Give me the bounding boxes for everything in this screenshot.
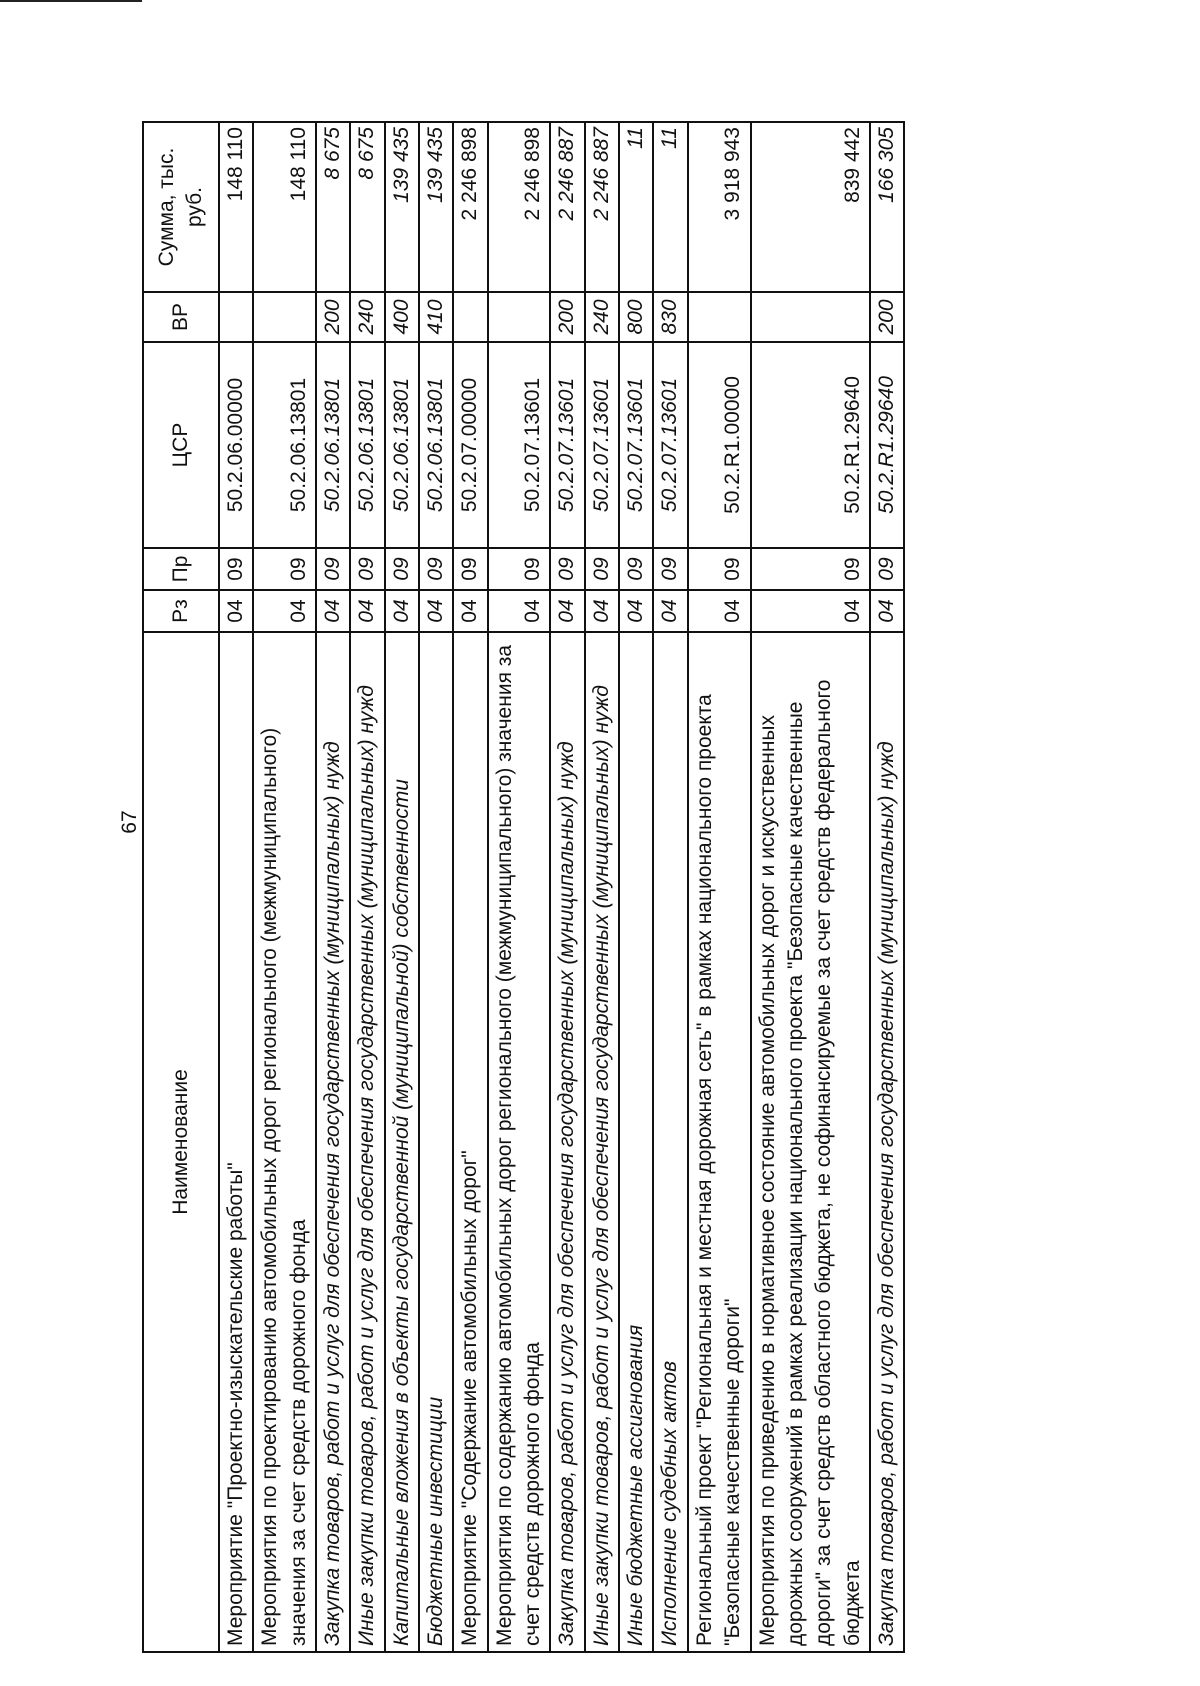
header-csr: ЦСР (143, 342, 219, 548)
cell-vr: 830 (653, 292, 687, 342)
scan-edge-line (0, 0, 142, 2)
cell-name: Мероприятия по проектированию автомобильных дорог регионального (межмуниципального) значения за счет средств дорожного фонда (253, 632, 316, 1652)
cell-rz: 04 (619, 590, 653, 632)
table-row (350, 122, 384, 1652)
cell-csr: 50.2.R1.00000 (688, 342, 751, 548)
cell-pr: 09 (316, 548, 350, 590)
cell-sum: 2 246 887 (585, 122, 619, 292)
cell-sum: 148 110 (219, 122, 253, 292)
table-row (419, 122, 453, 1652)
cell-vr (453, 292, 487, 342)
table-row (219, 122, 253, 1652)
cell-csr: 50.2.R1.29640 (870, 342, 904, 548)
cell-sum: 139 435 (419, 122, 453, 292)
cell-rz: 04 (688, 590, 751, 632)
cell-sum: 2 246 898 (488, 122, 551, 292)
cell-name: Иные закупки товаров, работ и услуг для обеспечения государственных (муниципальных) нужд (350, 632, 384, 1652)
cell-sum: 139 435 (385, 122, 419, 292)
header-pr: Пр (143, 548, 219, 590)
cell-csr: 50.2.07.13601 (653, 342, 687, 548)
cell-name: Закупка товаров, работ и услуг для обеспечения государственных (муниципальных) нужд (870, 632, 904, 1652)
cell-vr: 240 (585, 292, 619, 342)
cell-pr: 09 (488, 548, 551, 590)
cell-name: Иные закупки товаров, работ и услуг для обеспечения государственных (муниципальных) нужд (585, 632, 619, 1652)
cell-sum: 2 246 887 (550, 122, 584, 292)
cell-csr: 50.2.07.13601 (550, 342, 584, 548)
cell-rz: 04 (385, 590, 419, 632)
cell-rz: 04 (453, 590, 487, 632)
table-row (453, 122, 487, 1652)
cell-pr: 09 (653, 548, 687, 590)
cell-vr (253, 292, 316, 342)
cell-sum: 166 305 (870, 122, 904, 292)
cell-vr: 200 (550, 292, 584, 342)
header-rz: Рз (143, 590, 219, 632)
cell-name: Мероприятия по содержанию автомобильных дорог регионального (межмуниципального) значения за счет средств дорожного фонда (488, 632, 551, 1652)
table-row (253, 122, 316, 1652)
table-row (585, 122, 619, 1652)
table-row (316, 122, 350, 1652)
table-row (751, 122, 870, 1652)
cell-sum: 8 675 (350, 122, 384, 292)
cell-sum: 3 918 943 (688, 122, 751, 292)
rotated-page-content (142, 127, 1012, 1653)
cell-csr: 50.2.07.13601 (488, 342, 551, 548)
cell-csr: 50.2.07.13601 (585, 342, 619, 548)
cell-name: Мероприятие "Содержание автомобильных дорог" (453, 632, 487, 1652)
table-row (550, 122, 584, 1652)
cell-rz: 04 (751, 590, 870, 632)
cell-name: Бюджетные инвестиции (419, 632, 453, 1652)
cell-csr: 50.2.06.00000 (219, 342, 253, 548)
header-sum: Сумма, тыс. руб. (143, 122, 219, 292)
cell-name: Региональный проект "Региональная и местная дорожная сеть" в рамках национального проекта "Безопасные качественные дороги" (688, 632, 751, 1652)
cell-pr: 09 (585, 548, 619, 590)
cell-name: Мероприятие "Проектно-изыскательские работы" (219, 632, 253, 1652)
table-row (385, 122, 419, 1652)
cell-csr: 50.2.06.13801 (316, 342, 350, 548)
cell-sum: 8 675 (316, 122, 350, 292)
page-number: 67 (118, 810, 141, 834)
cell-csr: 50.2.06.13801 (419, 342, 453, 548)
cell-csr: 50.2.R1.29640 (751, 342, 870, 548)
budget-table (142, 121, 905, 1653)
cell-name: Закупка товаров, работ и услуг для обеспечения государственных (муниципальных) нужд (550, 632, 584, 1652)
cell-pr: 09 (688, 548, 751, 590)
cell-name: Капитальные вложения в объекты государственной (муниципальной) собственности (385, 632, 419, 1652)
table-row (488, 122, 551, 1652)
table-header-row (143, 122, 219, 1652)
cell-rz: 04 (870, 590, 904, 632)
cell-vr (488, 292, 551, 342)
cell-pr: 09 (619, 548, 653, 590)
cell-pr: 09 (350, 548, 384, 590)
cell-vr: 200 (316, 292, 350, 342)
cell-pr: 09 (453, 548, 487, 590)
cell-csr: 50.2.06.13801 (350, 342, 384, 548)
cell-name: Исполнение судебных актов (653, 632, 687, 1652)
header-vr: ВР (143, 292, 219, 342)
cell-rz: 04 (653, 590, 687, 632)
header-name: Наименование (143, 632, 219, 1652)
cell-vr: 240 (350, 292, 384, 342)
table-body (219, 122, 904, 1652)
table-row (870, 122, 904, 1652)
cell-sum: 2 246 898 (453, 122, 487, 292)
cell-vr: 400 (385, 292, 419, 342)
cell-rz: 04 (488, 590, 551, 632)
cell-csr: 50.2.06.13801 (253, 342, 316, 548)
cell-sum: 11 (653, 122, 687, 292)
cell-rz: 04 (419, 590, 453, 632)
cell-pr: 09 (385, 548, 419, 590)
cell-rz: 04 (585, 590, 619, 632)
cell-pr: 09 (751, 548, 870, 590)
cell-sum: 11 (619, 122, 653, 292)
cell-rz: 04 (219, 590, 253, 632)
cell-sum: 839 442 (751, 122, 870, 292)
table-row (619, 122, 653, 1652)
cell-vr (688, 292, 751, 342)
cell-pr: 09 (253, 548, 316, 590)
cell-name: Закупка товаров, работ и услуг для обеспечения государственных (муниципальных) нужд (316, 632, 350, 1652)
cell-rz: 04 (253, 590, 316, 632)
cell-vr: 200 (870, 292, 904, 342)
cell-vr (219, 292, 253, 342)
cell-vr: 410 (419, 292, 453, 342)
cell-name: Мероприятия по приведению в нормативное состояние автомобильных дорог и искусственных дорожных сооружений в рамках реализации национального проекта "Безопасные качественные дороги" за счет средств областного бюджета, не софинансируемые за счет средств федерального бюджета (751, 632, 870, 1652)
table-row (688, 122, 751, 1652)
cell-name: Иные бюджетные ассигнования (619, 632, 653, 1652)
cell-csr: 50.2.07.13601 (619, 342, 653, 548)
cell-pr: 09 (419, 548, 453, 590)
cell-rz: 04 (350, 590, 384, 632)
cell-pr: 09 (550, 548, 584, 590)
cell-pr: 09 (870, 548, 904, 590)
cell-rz: 04 (316, 590, 350, 632)
cell-vr: 800 (619, 292, 653, 342)
cell-sum: 148 110 (253, 122, 316, 292)
cell-pr: 09 (219, 548, 253, 590)
cell-csr: 50.2.07.00000 (453, 342, 487, 548)
cell-rz: 04 (550, 590, 584, 632)
cell-vr (751, 292, 870, 342)
cell-csr: 50.2.06.13801 (385, 342, 419, 548)
table-row (653, 122, 687, 1652)
